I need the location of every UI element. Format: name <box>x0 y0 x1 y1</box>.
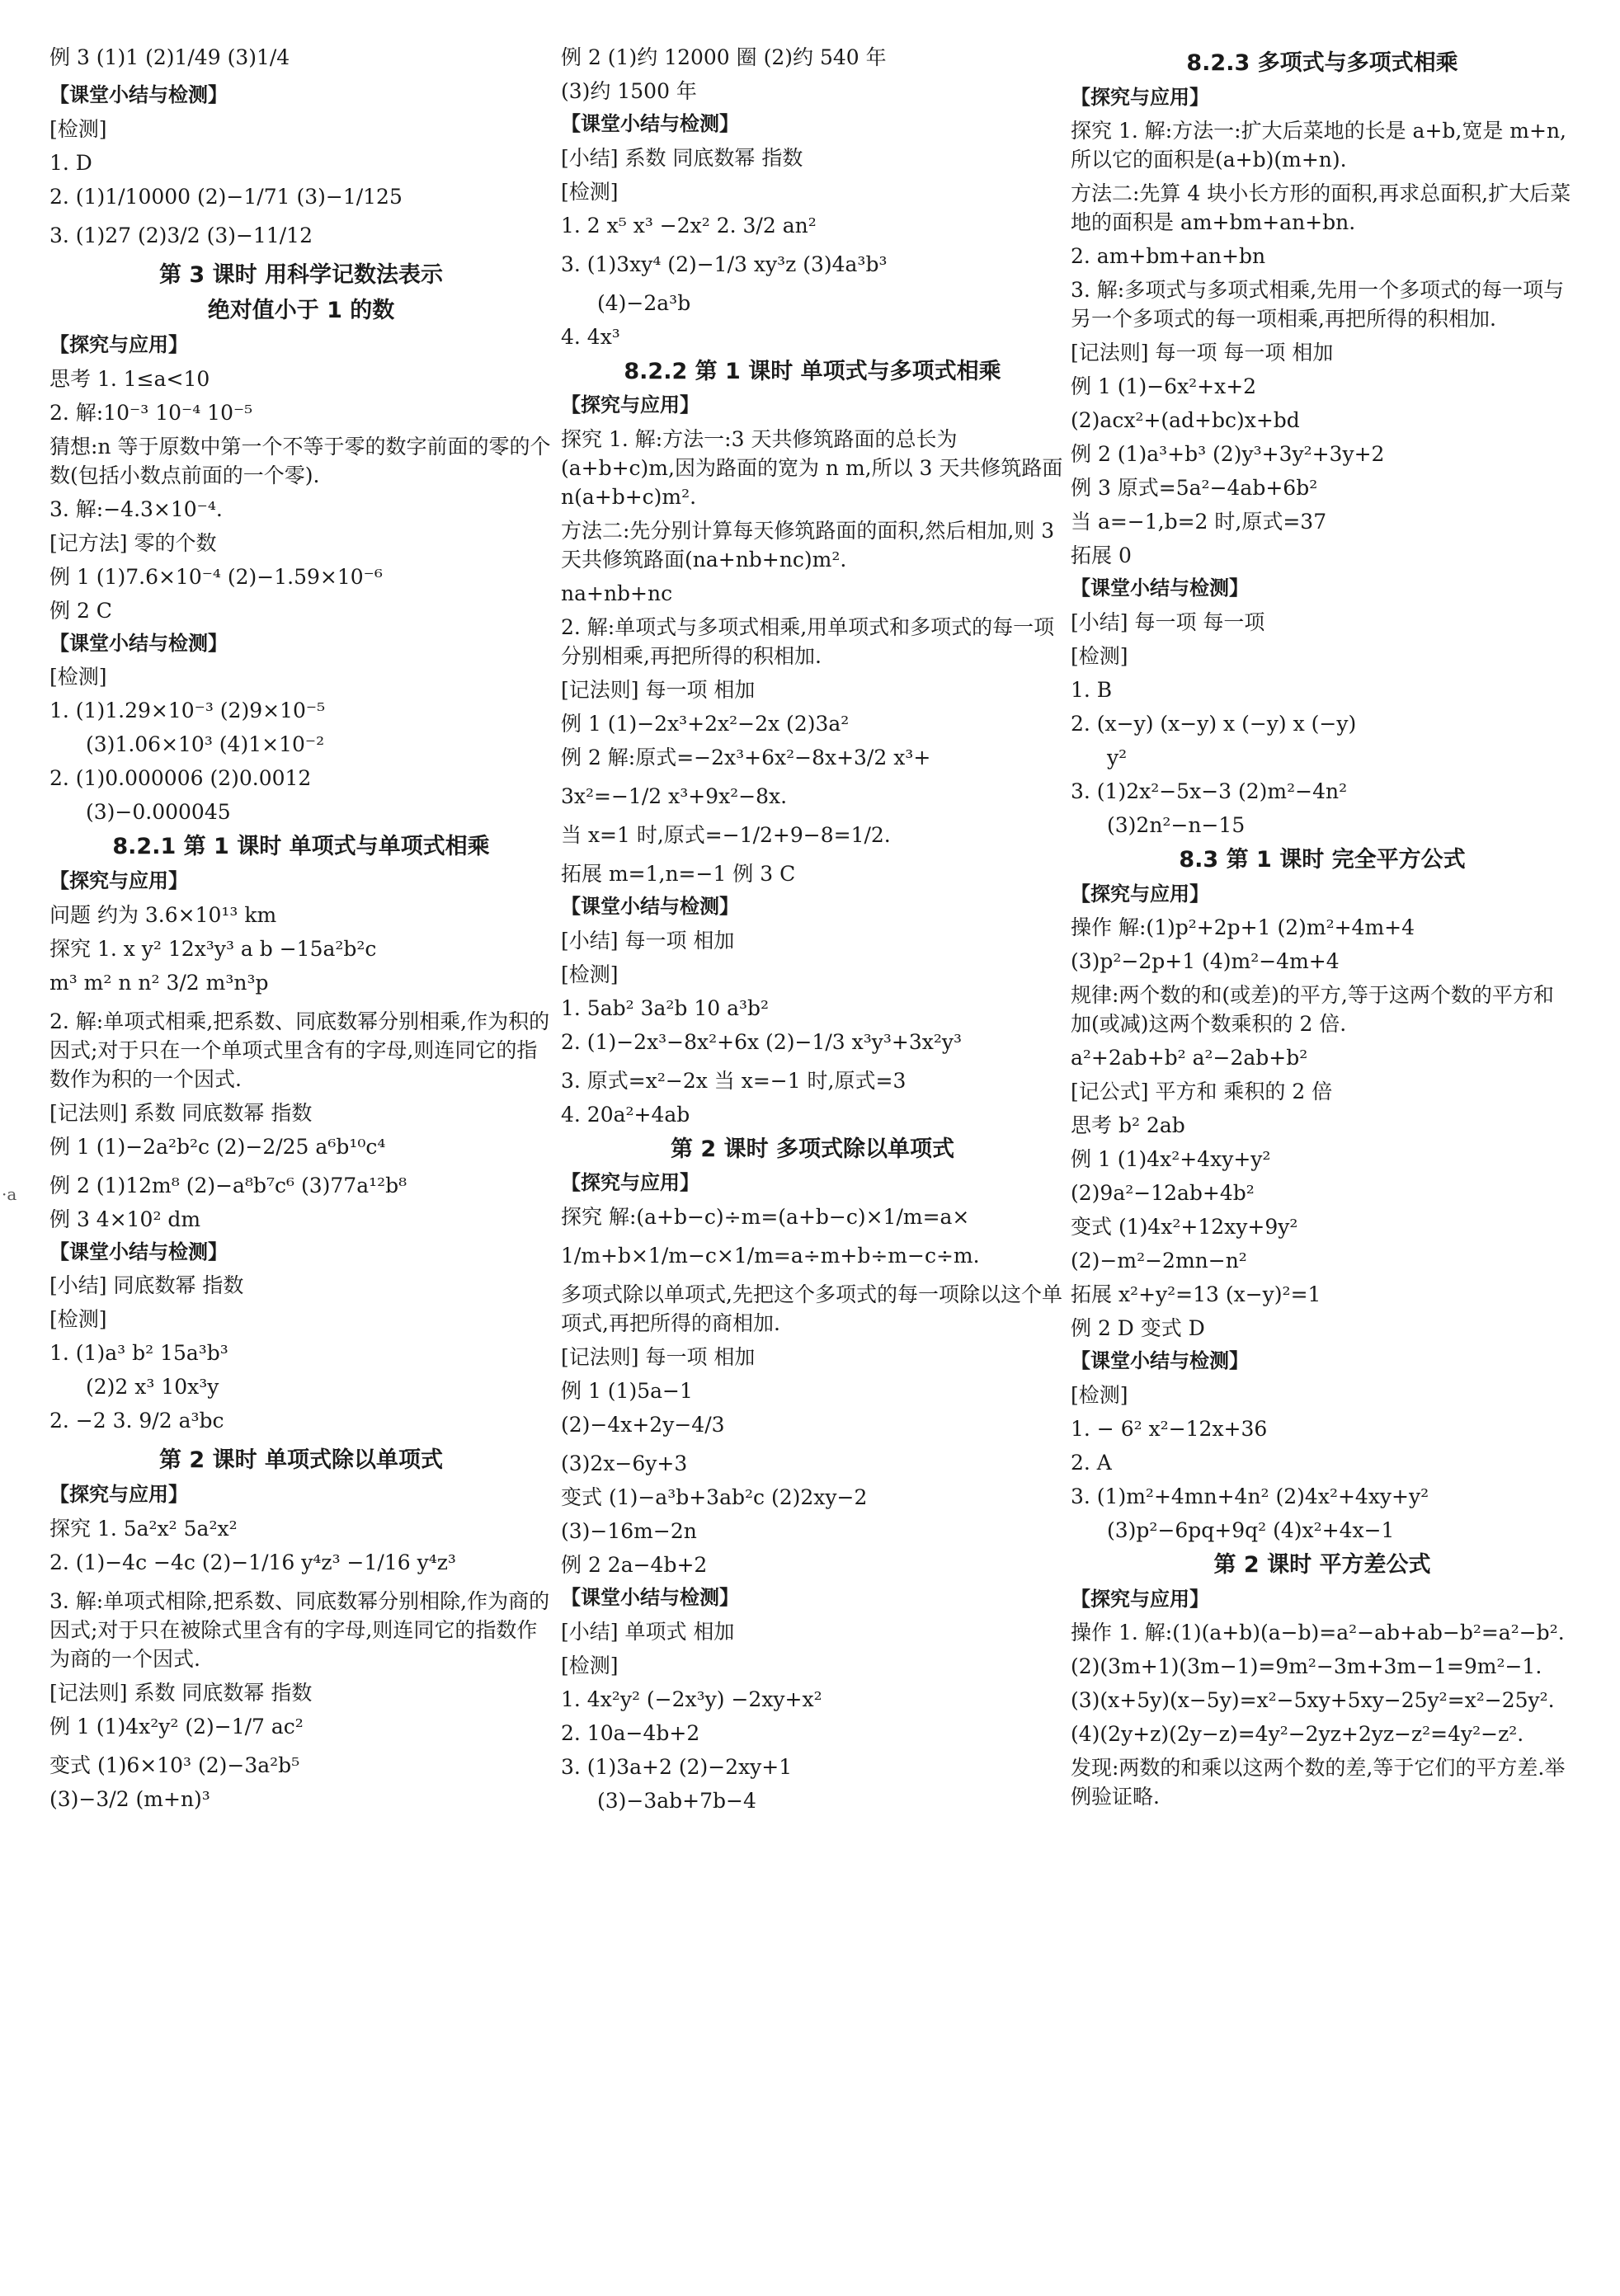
answer-line: 2. (1)0.000006 (2)0.0012 <box>49 766 312 791</box>
subsection-label: 【课堂小结与检测】 <box>1071 1349 1249 1373</box>
answer-line: 2. (x−y) (x−y) x (−y) x (−y) <box>1071 711 1357 736</box>
answer-line: 当 a=−1,b=2 时,原式=37 <box>1071 510 1327 534</box>
section-heading: 第 2 课时 平方差公式 <box>1213 1551 1431 1578</box>
answer-line: 2. am+bm+an+bn <box>1071 244 1266 269</box>
answer-line: 例 1 (1)−2x³+2x²−2x (2)3a² <box>561 711 850 736</box>
answer-line: 例 2 (1)12m⁸ (2)−a⁸b⁷c⁶ (3)77a¹²b⁸ <box>49 1173 407 1197</box>
column-3 <box>1071 43 1574 1816</box>
section-heading: 8.2.3 多项式与多项式相乘 <box>1186 50 1458 76</box>
answer-line: [检测] <box>49 116 107 141</box>
answer-line: 2. (1)−2x³−8x²+6x (2)−1/3 x³y³+3x²y³ <box>561 1029 962 1054</box>
answer-line: 例 1 (1)−2a²b²c (2)−2/25 a⁶b¹⁰c⁴ <box>49 1134 386 1159</box>
answer-line: [记法则] 每一项 相加 <box>561 677 756 702</box>
answer-line: (3)2x−6y+3 <box>561 1451 688 1475</box>
answer-line: [检测] <box>561 179 619 204</box>
answer-line: 例 1 (1)4x²y² (2)−1/7 ac² <box>49 1714 304 1738</box>
answer-line: (3)−16m−2n <box>561 1518 697 1543</box>
margin-mark: ·a <box>2 1184 17 1204</box>
answer-line: 例 1 (1)7.6×10⁻⁴ (2)−1.59×10⁻⁶ <box>49 564 383 589</box>
answer-line: 操作 1. 解:(1)(a+b)(a−b)=a²−ab+ab−b²=a²−b². <box>1071 1621 1565 1645</box>
subsection-label: 【课堂小结与检测】 <box>561 112 739 135</box>
answer-line: 例 2 (1)a³+b³ (2)y³+3y²+3y+2 <box>1071 442 1385 467</box>
answer-line: (3)(x+5y)(x−5y)=x²−5xy+5xy−25y²=x²−25y². <box>1071 1688 1555 1713</box>
answer-line: 2. 10a−4b+2 <box>561 1720 700 1745</box>
answer-line: 3. (1)27 (2)3/2 (3)−11/12 <box>49 223 313 247</box>
answer-line: 3. (1)3xy⁴ (2)−1/3 xy³z (3)4a³b³ <box>561 252 888 276</box>
answer-line: [记法则] 系数 同底数幂 指数 <box>49 1100 313 1125</box>
answer-line: 3. 解:多项式与多项式相乘,先用一个多项式的每一项与另一个多项式的每一项相乘,再把所得的积相加. <box>1071 278 1565 332</box>
answer-line: 1. (1)a³ b² 15a³b³ <box>49 1341 228 1366</box>
answer-line: (2)(3m+1)(3m−1)=9m²−3m+3m−1=9m²−1. <box>1071 1654 1542 1679</box>
answer-line: (4)−2a³b <box>597 290 691 315</box>
answer-line: (3)−3ab+7b−4 <box>597 1788 756 1813</box>
answer-line: 猜想:n 等于原数中第一个不等于零的数字前面的零的个数(包括小数点前面的一个零). <box>49 434 551 487</box>
answer-line: (3)−0.000045 <box>86 800 231 825</box>
answer-line: 1. B <box>1071 677 1113 702</box>
answer-line: 方法二:先分别计算每天修筑路面的面积,然后相加,则 3 天共修筑路面(na+nb+nc)m². <box>561 518 1055 572</box>
answer-line: 拓展 x²+y²=13 (x−y)²=1 <box>1071 1282 1321 1307</box>
answer-line: (2)−4x+2y−4/3 <box>561 1412 725 1437</box>
answer-line: [记法则] 系数 同底数幂 指数 <box>49 1680 313 1705</box>
answer-line: 当 x=1 时,原式=−1/2+9−8=1/2. <box>561 822 891 847</box>
answer-line: 2. 解:单项式相乘,把系数、同底数幂分别相乘,作为积的因式;对于只在一个单项式里含有的字母,则连同它的指数作为积的一个因式. <box>49 1009 550 1091</box>
answer-line: [检测] <box>1071 1382 1128 1407</box>
answer-line: (2)2 x³ 10x³y <box>86 1375 219 1400</box>
answer-line: 4. 4x³ <box>561 324 620 349</box>
answer-line: (2)−m²−2mn−n² <box>1071 1249 1247 1273</box>
answer-line: [记公式] 平方和 乘积的 2 倍 <box>1071 1080 1333 1104</box>
answer-line: (4)(2y+z)(2y−z)=4y²−2yz+2yz−z²=4y²−z². <box>1071 1722 1524 1747</box>
section-heading: 第 2 课时 单项式除以单项式 <box>159 1447 443 1474</box>
answer-line: 例 2 解:原式=−2x³+6x²−8x+3/2 x³+ <box>561 745 931 769</box>
answer-line: [小结] 每一项 每一项 <box>1071 609 1265 634</box>
answer-line: 2. (1)1/10000 (2)−1/71 (3)−1/125 <box>49 184 403 209</box>
answer-line: [小结] 同底数幂 指数 <box>49 1273 244 1298</box>
answer-line: (3)p²−6pq+9q² (4)x²+4x−1 <box>1107 1517 1395 1542</box>
answer-line: m³ m² n n² 3/2 m³n³p <box>49 970 269 995</box>
answer-line: 2. (1)−4c −4c (2)−1/16 y⁴z³ −1/16 y⁴z³ <box>49 1550 456 1574</box>
answer-line: 例 1 (1)−6x²+x+2 <box>1071 374 1257 399</box>
answer-line: 拓展 0 <box>1071 543 1132 568</box>
answer-line: 3. (1)3a+2 (2)−2xy+1 <box>561 1754 793 1779</box>
section-heading: 8.2.2 第 1 课时 单项式与多项式相乘 <box>624 358 1001 384</box>
answer-line: 1. D <box>49 150 92 175</box>
subsection-label: 【课堂小结与检测】 <box>1071 576 1249 600</box>
answer-line: 3. 解:−4.3×10⁻⁴. <box>49 496 223 521</box>
subsection-label: 【探究与应用】 <box>1071 1587 1209 1611</box>
answer-line: [检测] <box>49 665 107 689</box>
section-heading: 8.2.1 第 1 课时 单项式与单项式相乘 <box>112 834 490 860</box>
answer-line: y² <box>1107 745 1128 769</box>
answer-line: (2)9a²−12ab+4b² <box>1071 1181 1255 1206</box>
answer-line: 3. (1)2x²−5x−3 (2)m²−4n² <box>1071 779 1348 803</box>
answer-line: [记方法] 零的个数 <box>49 530 217 555</box>
answer-line: 例 1 (1)5a−1 <box>561 1378 693 1403</box>
answer-line: 例 2 2a−4b+2 <box>561 1552 708 1577</box>
subsection-label: 【课堂小结与检测】 <box>49 631 228 655</box>
column-2 <box>561 43 1064 1820</box>
answer-line: (2)acx²+(ad+bc)x+bd <box>1071 408 1300 433</box>
answer-line: 1. 4x²y² (−2x³y) −2xy+x² <box>561 1687 822 1711</box>
answer-line: 例 3 原式=5a²−4ab+6b² <box>1071 476 1318 501</box>
subsection-label: 【探究与应用】 <box>561 393 699 417</box>
answer-line: 变式 (1)6×10³ (2)−3a²b⁵ <box>49 1753 300 1777</box>
answer-line: 3x²=−1/2 x³+9x²−8x. <box>561 783 788 808</box>
answer-line: 1. − 6² x²−12x+36 <box>1071 1416 1268 1441</box>
answer-line: 探究 1. 解:方法一:3 天共修筑路面的总长为(a+b+c)m,因为路面的宽为 n m,所以 3 天共修筑路面 n(a+b+c)m². <box>561 426 1063 509</box>
answer-line: 1. 5ab² 3a²b 10 a³b² <box>561 995 770 1020</box>
answer-line: 发现:两数的和乘以这两个数的差,等于它们的平方差.举例验证略. <box>1071 1756 1566 1809</box>
answer-line: (3)2n²−n−15 <box>1107 812 1246 837</box>
answer-line: 探究 解:(a+b−c)÷m=(a+b−c)×1/m=a× <box>561 1204 970 1229</box>
answer-line: 探究 1. x y² 12x³y³ a b −15a²b²c <box>49 936 377 961</box>
answer-line: 例 2 D 变式 D <box>1071 1316 1205 1341</box>
answer-line: 拓展 m=1,n=−1 例 3 C <box>561 861 796 886</box>
answer-line: 例 2 (1)约 12000 圈 (2)约 540 年 <box>561 45 887 69</box>
answer-line: 变式 (1)4x²+12xy+9y² <box>1071 1215 1298 1240</box>
answer-line: 方法二:先算 4 块小长方形的面积,再求总面积,扩大后菜地的面积是 am+bm+an+bn. <box>1071 181 1571 235</box>
subsection-label: 【探究与应用】 <box>49 333 188 357</box>
answer-line: 3. 原式=x²−2x 当 x=−1 时,原式=3 <box>561 1068 907 1093</box>
subsection-label: 【探究与应用】 <box>561 1171 699 1195</box>
answer-line: 例 3 4×10² dm <box>49 1207 201 1231</box>
section-heading: 第 2 课时 多项式除以单项式 <box>671 1136 954 1162</box>
answer-line: na+nb+nc <box>561 581 673 605</box>
section-heading: 8.3 第 1 课时 完全平方公式 <box>1179 846 1466 873</box>
answer-line: [检测] <box>49 1307 107 1332</box>
answer-line: 问题 约为 3.6×10¹³ km <box>49 902 277 927</box>
answer-line: [检测] <box>561 1653 619 1677</box>
subsection-label: 【课堂小结与检测】 <box>561 894 739 918</box>
answer-line: [检测] <box>561 962 619 986</box>
answer-line: (3)−3/2 (m+n)³ <box>49 1786 210 1811</box>
answer-line: (3)约 1500 年 <box>561 79 697 103</box>
answer-line: 操作 解:(1)p²+2p+1 (2)m²+4m+4 <box>1071 915 1415 940</box>
answer-line: [小结] 每一项 相加 <box>561 928 735 953</box>
subsection-label: 【课堂小结与检测】 <box>49 1240 228 1263</box>
subsection-label: 【课堂小结与检测】 <box>49 83 228 106</box>
answer-line: 探究 1. 5a²x² 5a²x² <box>49 1516 238 1541</box>
answer-line: 2. −2 3. 9/2 a³bc <box>49 1409 224 1433</box>
answer-line: 2. A <box>1071 1450 1112 1475</box>
answer-line: 2. 解:10⁻³ 10⁻⁴ 10⁻⁵ <box>49 400 253 425</box>
subsection-label: 【探究与应用】 <box>49 1483 188 1507</box>
answer-line: 1/m+b×1/m−c×1/m=a÷m+b÷m−c÷m. <box>561 1243 980 1268</box>
answer-line: [记法则] 每一项 相加 <box>561 1344 756 1369</box>
answer-line: [检测] <box>1071 643 1128 668</box>
answer-line: 3. 解:单项式相除,把系数、同底数幂分别相除,作为商的因式;对于只在被除式里含有的字母,则连同它的指数作为商的一个因式. <box>49 1588 550 1671</box>
answer-line: 例 1 (1)4x²+4xy+y² <box>1071 1147 1271 1172</box>
answer-line: 思考 1. 1≤a<10 <box>49 366 210 391</box>
subsection-label: 【课堂小结与检测】 <box>561 1585 739 1609</box>
answer-line: 探究 1. 解:方法一:扩大后菜地的长是 a+b,宽是 m+n,所以它的面积是(a+b)(m+n). <box>1071 119 1566 172</box>
subsection-label: 【探究与应用】 <box>1071 882 1209 906</box>
answer-line: a²+2ab+b² a²−2ab+b² <box>1071 1046 1308 1070</box>
answer-line: 1. 2 x⁵ x³ −2x² 2. 3/2 an² <box>561 213 817 238</box>
answer-line: (3)1.06×10³ (4)1×10⁻² <box>86 732 325 757</box>
subsection-label: 【探究与应用】 <box>1071 85 1209 109</box>
answer-line: (3)p²−2p+1 (4)m²−4m+4 <box>1071 949 1340 974</box>
answer-line: 例 3 (1)1 (2)1/49 (3)1/4 <box>49 45 290 69</box>
answer-line: 1. (1)1.29×10⁻³ (2)9×10⁻⁵ <box>49 699 326 723</box>
answer-line: 多项式除以单项式,先把这个多项式的每一项除以这个单项式,再把所得的商相加. <box>561 1282 1062 1335</box>
answer-line: 例 2 C <box>49 598 112 623</box>
answer-line: 3. (1)m²+4mn+4n² (2)4x²+4xy+y² <box>1071 1484 1429 1508</box>
column-1 <box>49 43 553 1818</box>
section-heading: 绝对值小于 1 的数 <box>207 298 395 324</box>
subsection-label: 【探究与应用】 <box>49 869 188 893</box>
answer-line: 变式 (1)−a³b+3ab²c (2)2xy−2 <box>561 1484 868 1509</box>
section-heading: 第 3 课时 用科学记数法表示 <box>159 261 443 288</box>
answer-line: [记法则] 每一项 每一项 相加 <box>1071 341 1334 365</box>
answer-line: [小结] 单项式 相加 <box>561 1619 735 1644</box>
answer-line: [小结] 系数 同底数幂 指数 <box>561 145 803 170</box>
answer-line: 思考 b² 2ab <box>1071 1113 1185 1138</box>
answer-line: 4. 20a²+4ab <box>561 1102 690 1127</box>
answer-line: 规律:两个数的和(或差)的平方,等于这两个数的平方和加(或减)这两个数乘积的 2 倍. <box>1071 983 1554 1037</box>
answer-line: 2. 解:单项式与多项式相乘,用单项式和多项式的每一项分别相乘,再把所得的积相加. <box>561 614 1055 668</box>
